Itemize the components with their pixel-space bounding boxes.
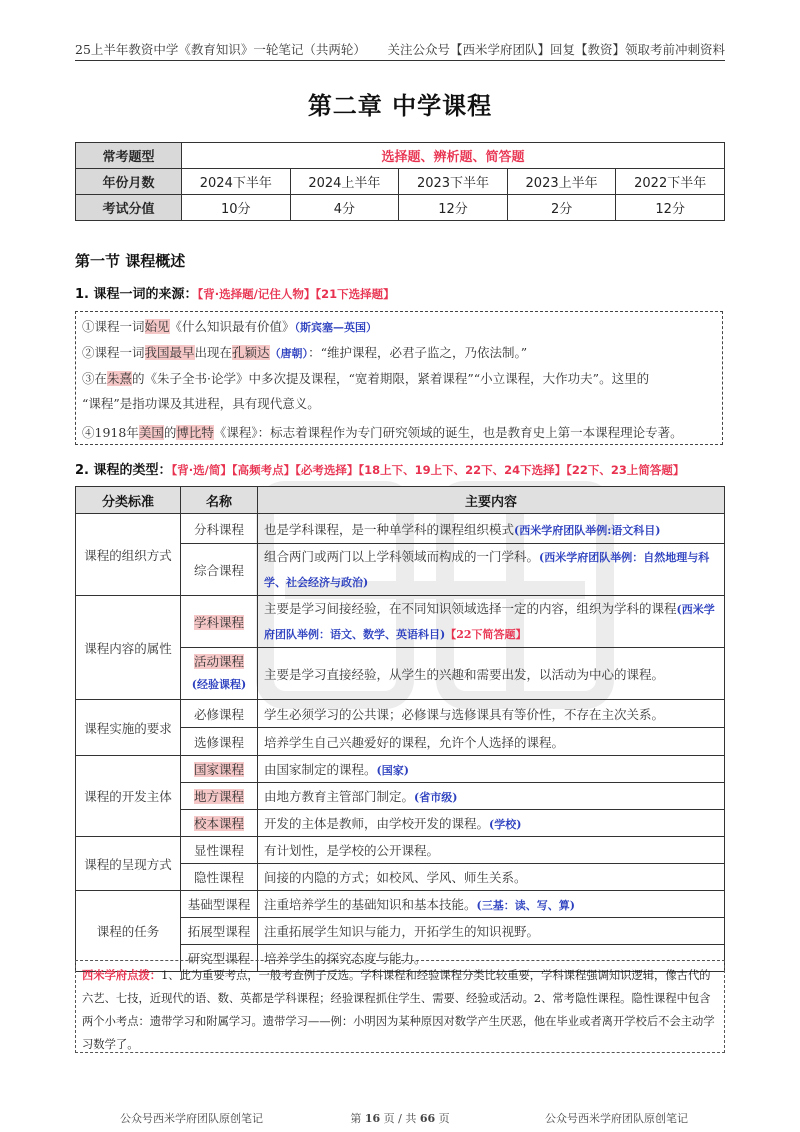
course-content xyxy=(258,756,725,783)
page-number: 16 xyxy=(364,1112,381,1125)
exam-summary-table xyxy=(75,142,725,221)
course-name-cell xyxy=(181,756,258,783)
note: （斯宾塞—英国） xyxy=(294,321,378,334)
year-cell: 2023上半年 xyxy=(507,169,616,195)
score-label: 考试分值 xyxy=(76,195,182,221)
chapter-title: 第二章 中学课程 xyxy=(307,92,493,120)
highlight: 博比特 xyxy=(176,425,214,440)
note: (西米学府团队举例：自然地理与科学、社会经济与政治) xyxy=(264,550,710,589)
course-content: 学生必须学习的公共课；必修课与选修课具有等价性，不存在主次关系。 xyxy=(258,700,725,728)
course-name: 综合课程 xyxy=(181,544,258,596)
highlight: 朱熹 xyxy=(107,371,133,386)
question-1-heading xyxy=(75,283,395,302)
text: ④1918年 xyxy=(82,425,139,440)
question-type-label: 常考题型 xyxy=(76,143,182,169)
group-label: 课程的呈现方式 xyxy=(76,837,181,891)
group-label: 课程内容的属性 xyxy=(76,596,181,700)
course-content xyxy=(258,544,725,596)
text: 页 xyxy=(438,1112,450,1125)
col-header: 分类标准 xyxy=(76,487,181,514)
score-cell: 12分 xyxy=(399,195,508,221)
tip-text: 1、此为重要考点，一般考查例子反选。学科课程和经验课程分类比较重要，学科课程强调知识逻辑，像古代的六艺、七技，近现代的语、数、英都是学科课程；经验课程抓住学生、需要、经验或活动。2、常考隐性课程。隐性课程中包含两个小考点：遗带学习和附属学习。遗带学习——例：小明因为某种原因对数学产生厌恶，他在毕业或者离开学校后不会主动学习数学了。 xyxy=(82,969,715,1051)
year-label: 年份月数 xyxy=(76,169,182,195)
section-title: 第一节 课程概述 xyxy=(75,252,186,270)
note: (西米学府团队举例：语文、数学、英语科目) xyxy=(264,602,715,641)
text: 《什么知识最有价值》 xyxy=(169,319,295,334)
course-content: 注重拓展学生知识与能力，开拓学生的知识视野。 xyxy=(258,918,725,945)
origin-line-4: “课程”是指功课及其进程，具有现代意义。 xyxy=(82,396,320,411)
text: 的 xyxy=(163,425,177,440)
tag: 【22下简答题】 xyxy=(445,627,527,641)
text: 页 / 共 xyxy=(383,1112,417,1125)
score-cell: 2分 xyxy=(507,195,616,221)
course-content xyxy=(258,810,725,837)
footer-left: 公众号西米学府团队原创笔记 xyxy=(120,1112,263,1125)
text: 《课程》：标志着课程作为专门研究领域的诞生，也是教育史上第一本课程理论专著。 xyxy=(213,425,683,440)
text: ：“维护课程，必君子监之，乃依法制。” xyxy=(308,345,528,360)
group-label: 课程的开发主体 xyxy=(76,756,181,837)
page-total: 66 xyxy=(419,1112,436,1125)
note: (国家) xyxy=(376,764,409,777)
col-header: 名称 xyxy=(181,487,258,514)
year-cell: 2022下半年 xyxy=(616,169,725,195)
course-name: 基础型课程 xyxy=(181,891,258,918)
note: (省市级) xyxy=(414,791,458,804)
course-content: 间接的内隐的方式；如校风、学风、师生关系。 xyxy=(258,864,725,891)
text: ③在 xyxy=(82,371,108,386)
text: 出现在 xyxy=(194,345,233,360)
origin-box xyxy=(75,311,723,445)
tip-note xyxy=(75,960,725,1053)
footer-right: 公众号西米学府团队原创笔记 xyxy=(545,1112,688,1125)
question-1-title: 1. 课程一词的来源： xyxy=(75,287,198,302)
course-name-cell xyxy=(181,596,258,648)
text: ①课程一词 xyxy=(82,319,145,334)
year-cell: 2024下半年 xyxy=(182,169,291,195)
highlight: 始见 xyxy=(144,319,170,334)
year-cell: 2024上半年 xyxy=(290,169,399,195)
course-name: 显性课程 xyxy=(181,837,258,864)
course-name: 活动课程 xyxy=(193,654,244,669)
text: 由地方教育主管部门制定。 xyxy=(264,789,415,804)
course-name-cell xyxy=(181,810,258,837)
group-label: 课程的组织方式 xyxy=(76,514,181,596)
group-label: 课程实施的要求 xyxy=(76,700,181,756)
course-name-cell xyxy=(181,783,258,810)
highlight: 孔颖达 xyxy=(232,345,270,360)
question-2-heading xyxy=(75,459,684,478)
question-2-title: 2. 课程的类型： xyxy=(75,463,172,478)
course-subname: (经验课程) xyxy=(191,678,247,691)
header-left: 25上半年教资中学《教育知识》一轮笔记（共两轮） xyxy=(75,42,366,57)
origin-line-2 xyxy=(82,340,716,366)
question-1-tag: 【背·选择题/记住人物】【21下选择题】 xyxy=(197,287,395,301)
score-cell: 10分 xyxy=(182,195,291,221)
score-cell: 4分 xyxy=(290,195,399,221)
origin-line-5 xyxy=(82,420,716,445)
origin-line-1 xyxy=(82,314,716,340)
group-label: 课程的任务 xyxy=(76,891,181,972)
text: 也是学科课程，是一种单学科的课程组织模式 xyxy=(264,521,515,537)
course-name: 学科课程 xyxy=(193,614,244,630)
course-content xyxy=(258,783,725,810)
question-2-tag: 【背·选/简】【高频考点】【必考选择】【18上下、19上下、22下、24下选择】【22下、23上简答题】 xyxy=(171,463,685,477)
text: 的《朱子全书·论学》中多次提及课程，“宽着期限，紧着课程”“小立课程，大作功夫”。这里的 xyxy=(132,371,650,386)
note: (西米学府团队举例:语文科目) xyxy=(514,523,661,537)
text: 第 xyxy=(350,1112,362,1125)
course-name: 国家课程 xyxy=(193,762,244,777)
col-header: 主要内容 xyxy=(258,487,725,514)
text: ②课程一词 xyxy=(82,345,145,360)
page-header xyxy=(75,38,725,61)
course-content xyxy=(258,514,725,544)
text: 注重培养学生的基础知识和基本技能。 xyxy=(264,897,477,912)
course-type-table xyxy=(75,486,725,972)
highlight: 美国 xyxy=(138,425,164,440)
question-type-value: 选择题、辨析题、简答题 xyxy=(182,143,725,169)
tip-label: 西米学府点拨： xyxy=(82,968,162,982)
course-content: 有计划性，是学校的公开课程。 xyxy=(258,837,725,864)
text: 主要是学习间接经验，在不同知识领域选择一定的内容，组织为学科的课程 xyxy=(264,600,677,616)
course-name: 研究型课程 xyxy=(181,945,258,972)
note: (学校) xyxy=(489,818,522,831)
course-name: 分科课程 xyxy=(181,514,258,544)
course-name-cell xyxy=(181,648,258,700)
highlight: 我国最早 xyxy=(144,345,195,360)
text: 组合两门或两门以上学科领域而构成的一门学科。 xyxy=(264,548,540,564)
text: 由国家制定的课程。 xyxy=(264,762,377,777)
year-cell: 2023下半年 xyxy=(399,169,508,195)
note: （唐朝） xyxy=(269,347,309,360)
note: (三基：读、写、算) xyxy=(476,899,575,912)
header-right: 关注公众号【西米学府团队】回复【教资】领取考前冲刺资料 xyxy=(387,42,725,57)
course-name: 地方课程 xyxy=(193,789,244,804)
course-name: 校本课程 xyxy=(193,816,244,831)
course-name: 必修课程 xyxy=(181,700,258,728)
course-content xyxy=(258,891,725,918)
text: 开发的主体是教师，由学校开发的课程。 xyxy=(264,816,490,831)
score-cell: 12分 xyxy=(616,195,725,221)
course-content xyxy=(258,596,725,648)
course-name: 隐性课程 xyxy=(181,864,258,891)
course-name: 拓展型课程 xyxy=(181,918,258,945)
course-content: 培养学生自己兴趣爱好的课程，允许个人选择的课程。 xyxy=(258,728,725,756)
course-name: 选修课程 xyxy=(181,728,258,756)
course-content: 主要是学习直接经验，从学生的兴趣和需要出发，以活动为中心的课程。 xyxy=(258,648,725,700)
course-content: 培养学生的探究态度与能力。 xyxy=(258,945,725,972)
origin-line-3 xyxy=(82,366,716,391)
